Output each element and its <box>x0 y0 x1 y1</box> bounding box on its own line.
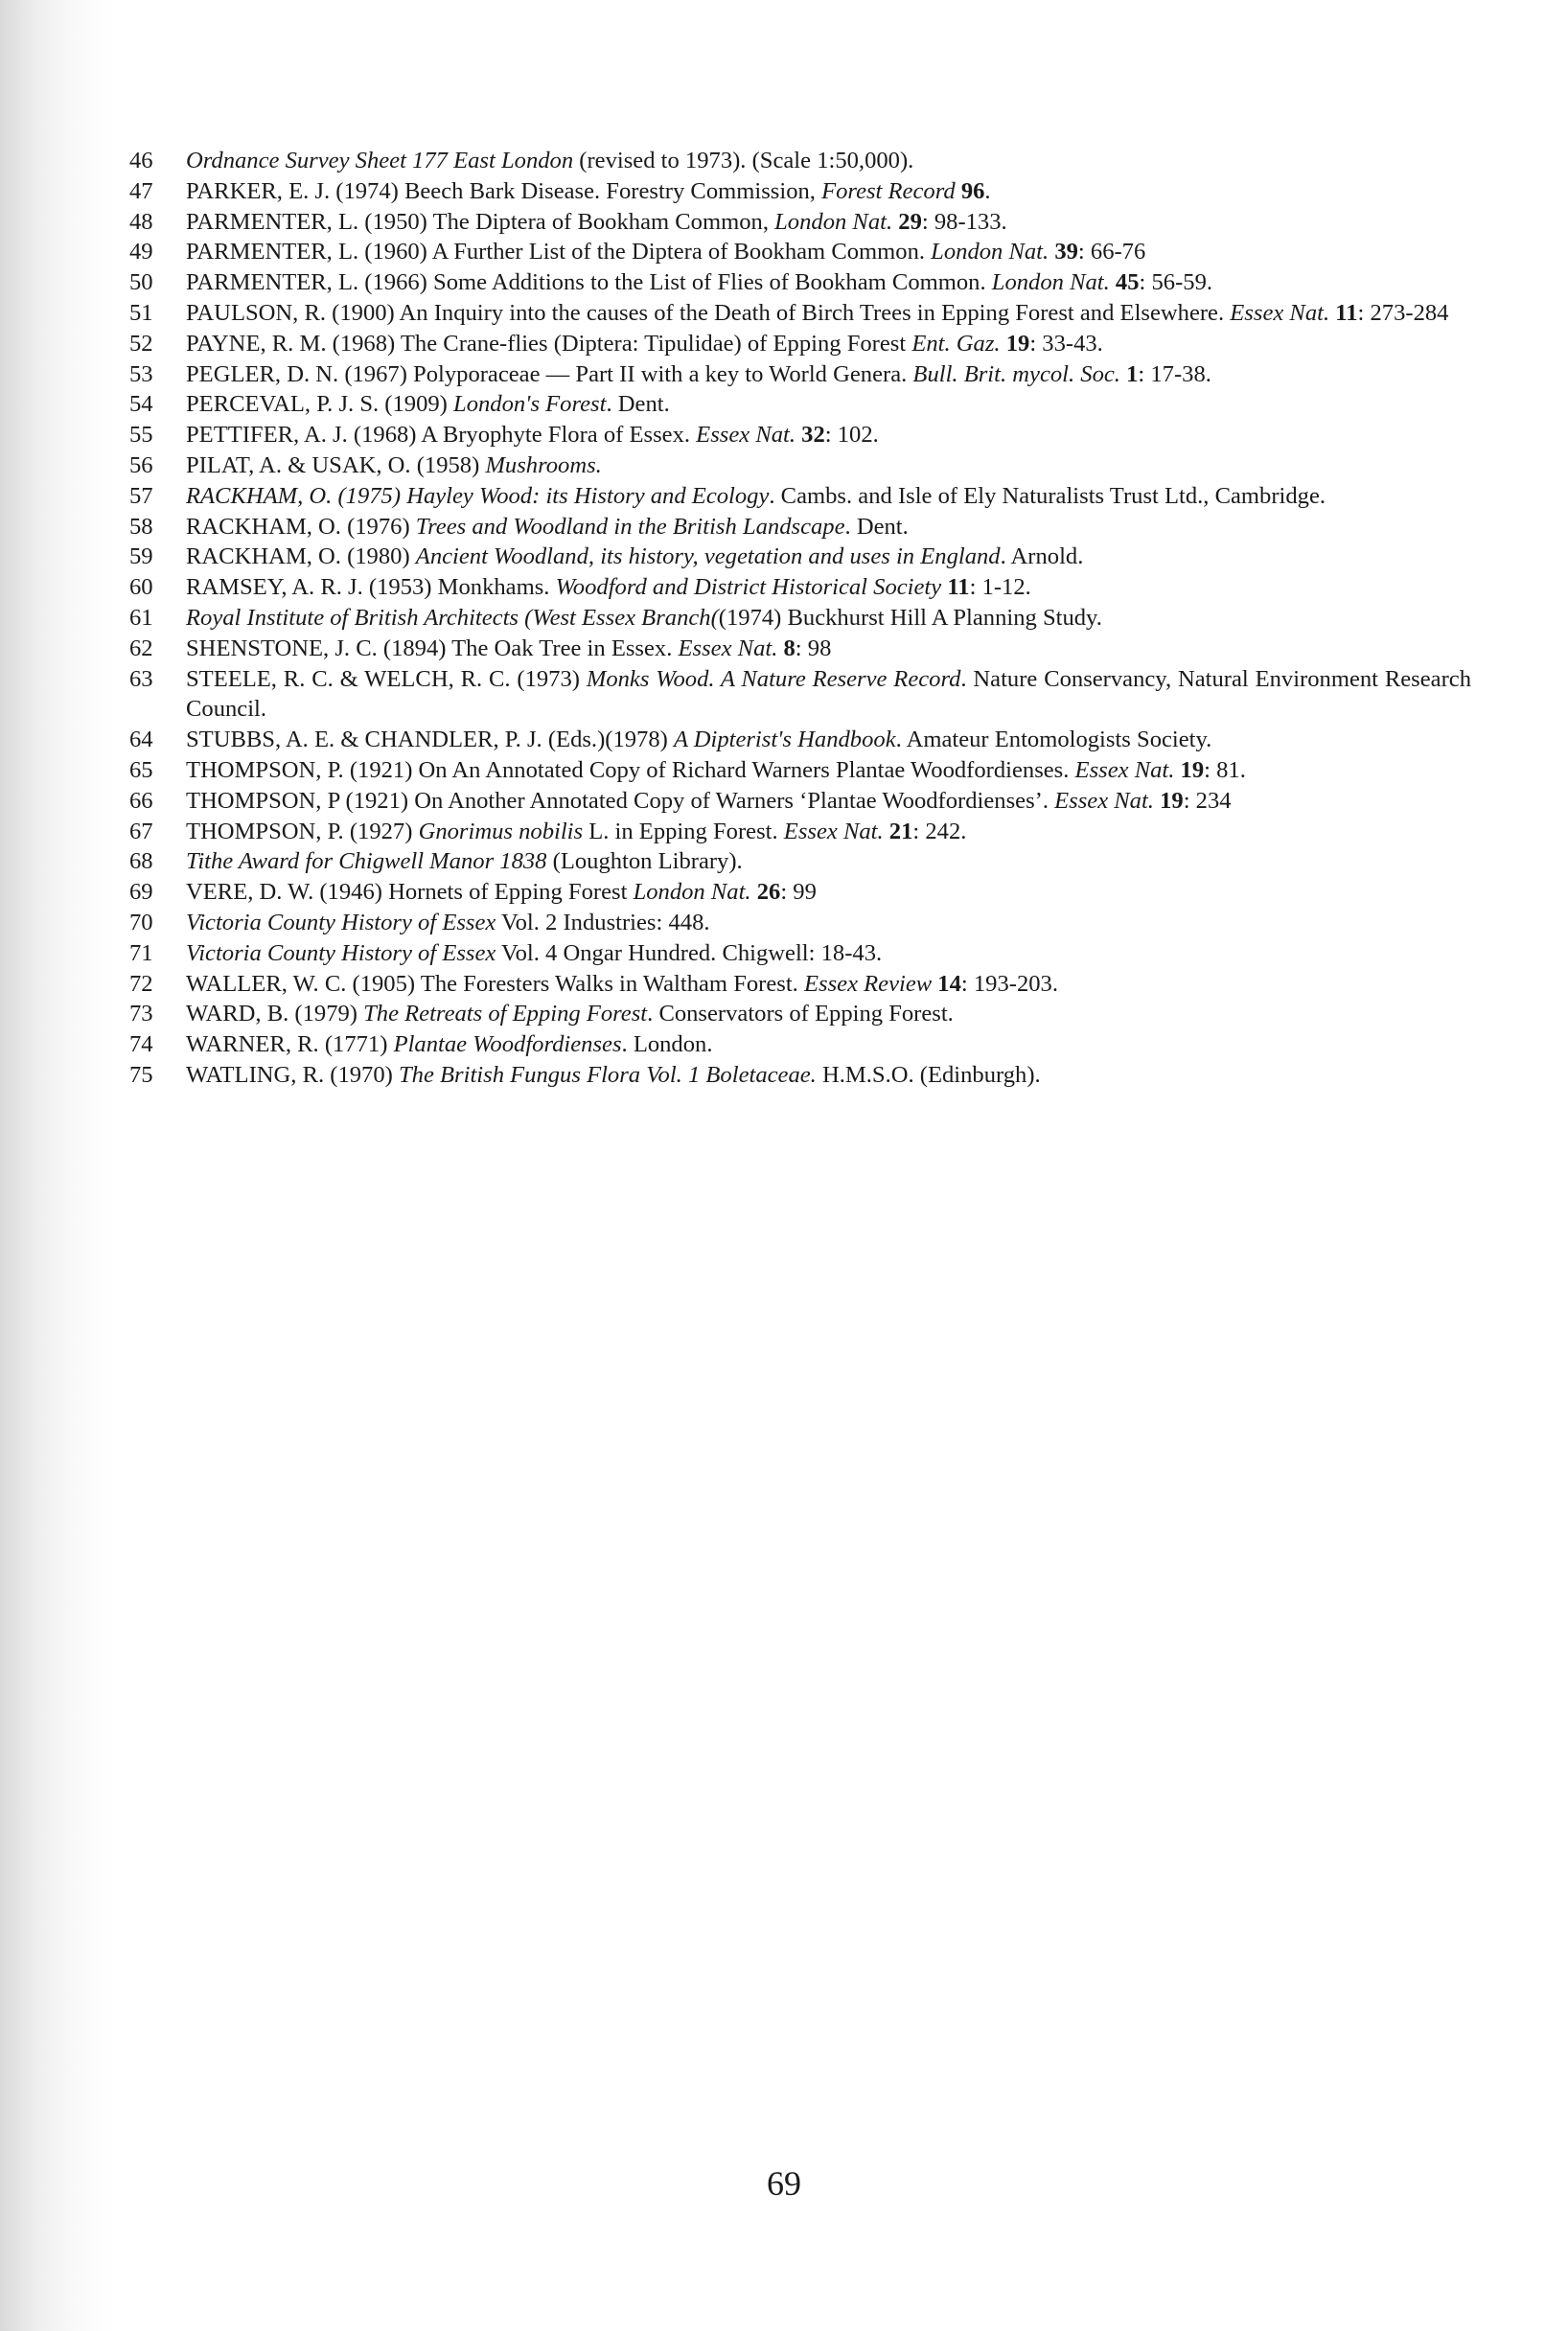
reference-text: PERCEVAL, P. J. S. (1909) London's Forest. Dent. <box>186 391 670 418</box>
reference-entry <box>129 908 1471 938</box>
reference-entry <box>129 1060 1471 1091</box>
reference-number: 48 <box>129 208 153 235</box>
reference-entry <box>129 359 1471 390</box>
reference-entry <box>129 877 1471 908</box>
reference-text: RAMSEY, A. R. J. (1953) Monkhams. Woodford and District Historical Society 11: 1-12. <box>186 574 1031 601</box>
reference-text: Victoria County History of Essex Vol. 4 Ongar Hundred. Chigwell: 18-43. <box>186 939 883 966</box>
reference-text: PAULSON, R. (1900) An Inquiry into the causes of the Death of Birch Trees in Epping Forest and Elsewhere. Essex Nat. 11: 273-284 <box>186 299 1449 326</box>
reference-entry <box>129 146 1471 176</box>
reference-text: STUBBS, A. E. & CHANDLER, P. J. (Eds.)(1978) A Dipterist's Handbook. Amateur Entomologists Society. <box>186 727 1212 753</box>
reference-number: 69 <box>129 879 153 906</box>
reference-entry <box>129 786 1471 817</box>
reference-entry <box>129 572 1471 603</box>
reference-entry <box>129 450 1471 481</box>
reference-text: PETTIFER, A. J. (1968) A Bryophyte Flora of Essex. Essex Nat. 32: 102. <box>186 422 879 449</box>
reference-text: WALLER, W. C. (1905) The Foresters Walks in Waltham Forest. Essex Review 14: 193-203. <box>186 970 1058 997</box>
reference-entry <box>129 817 1471 847</box>
reference-text: VERE, D. W. (1946) Hornets of Epping Forest London Nat. 26: 99 <box>186 879 817 906</box>
reference-text: Royal Institute of British Architects (West Essex Branch((1974) Buckhurst Hill A Planning Study. <box>186 604 1102 631</box>
reference-text: Tithe Award for Chigwell Manor 1838 (Loughton Library). <box>186 848 743 875</box>
reference-number: 74 <box>129 1031 153 1058</box>
reference-entry <box>129 938 1471 969</box>
reference-number: 73 <box>129 1001 153 1027</box>
reference-entry <box>129 969 1471 1000</box>
reference-text: WATLING, R. (1970) The British Fungus Flora Vol. 1 Boletaceae. H.M.S.O. (Edinburgh). <box>186 1061 1041 1088</box>
reference-number: 68 <box>129 848 153 875</box>
reference-text: THOMPSON, P. (1921) On An Annotated Copy of Richard Warners Plantae Woodfordienses. Essex Nat. 19: 81. <box>186 756 1246 783</box>
reference-number: 75 <box>129 1061 153 1088</box>
reference-entry <box>129 755 1471 786</box>
reference-number: 70 <box>129 909 153 935</box>
reference-text: Victoria County History of Essex Vol. 2 Industries: 448. <box>186 909 710 935</box>
reference-number: 52 <box>129 330 153 357</box>
page-number: 69 <box>767 2164 801 2203</box>
reference-text: PARMENTER, L. (1960) A Further List of the Diptera of Bookham Common. London Nat. 39: 66-76 <box>186 239 1146 265</box>
reference-text: SHENSTONE, J. C. (1894) The Oak Tree in Essex. Essex Nat. 8: 98 <box>186 635 832 661</box>
reference-number: 57 <box>129 482 153 509</box>
reference-entry <box>129 298 1471 329</box>
reference-text: RACKHAM, O. (1976) Trees and Woodland in the British Landscape. Dent. <box>186 513 909 540</box>
reference-text: RACKHAM, O. (1975) Hayley Wood: its History and Ecology. Cambs. and Isle of Ely Naturalists Trust Ltd., Cambridge. <box>186 482 1326 509</box>
reference-number: 72 <box>129 970 153 997</box>
reference-list <box>129 146 1471 1091</box>
reference-entry <box>129 725 1471 755</box>
reference-number: 47 <box>129 177 153 204</box>
reference-number: 65 <box>129 756 153 783</box>
reference-text: WARD, B. (1979) The Retreats of Epping Forest. Conservators of Epping Forest. <box>186 1001 954 1027</box>
reference-entry <box>129 542 1471 572</box>
reference-number: 67 <box>129 818 153 844</box>
page-gutter-shadow <box>0 0 115 2331</box>
reference-entry <box>129 999 1471 1029</box>
reference-number: 71 <box>129 939 153 966</box>
reference-entry <box>129 389 1471 420</box>
reference-text: PEGLER, D. N. (1967) Polyporaceae — Part II with a key to World Genera. Bull. Brit. mycol. Soc. 1: 17-38. <box>186 360 1211 387</box>
reference-entry <box>129 512 1471 542</box>
reference-number: 55 <box>129 422 153 449</box>
reference-entry <box>129 846 1471 877</box>
reference-text: THOMPSON, P (1921) On Another Annotated Copy of Warners ‘Plantae Woodfordienses’. Essex Nat. 19: 234 <box>186 787 1232 814</box>
reference-entry <box>129 603 1471 634</box>
reference-text: PARKER, E. J. (1974) Beech Bark Disease. Forestry Commission, Forest Record 96. <box>186 177 991 204</box>
reference-text: PAYNE, R. M. (1968) The Crane-flies (Diptera: Tipulidae) of Epping Forest Ent. Gaz. 19: 33-43. <box>186 330 1103 357</box>
reference-number: 51 <box>129 299 153 326</box>
reference-entry <box>129 634 1471 664</box>
reference-entry <box>129 207 1471 238</box>
reference-text: PARMENTER, L. (1966) Some Additions to the List of Flies of Bookham Common. London Nat. 45: 56-59. <box>186 269 1213 296</box>
reference-number: 63 <box>129 665 153 692</box>
reference-entry <box>129 420 1471 450</box>
reference-number: 49 <box>129 239 153 265</box>
reference-number: 53 <box>129 360 153 387</box>
reference-number: 56 <box>129 451 153 478</box>
reference-entry <box>129 329 1471 359</box>
reference-number: 50 <box>129 269 153 296</box>
reference-text: THOMPSON, P. (1927) Gnorimus nobilis L. in Epping Forest. Essex Nat. 21: 242. <box>186 818 967 844</box>
reference-entry <box>129 1029 1471 1060</box>
reference-number: 58 <box>129 513 153 540</box>
reference-text: RACKHAM, O. (1980) Ancient Woodland, its history, vegetation and uses in England. Arnold. <box>186 543 1084 570</box>
reference-number: 62 <box>129 635 153 661</box>
reference-number: 46 <box>129 148 153 173</box>
reference-number: 64 <box>129 727 153 753</box>
reference-entry <box>129 664 1471 726</box>
reference-text: PILAT, A. & USAK, O. (1958) Mushrooms. <box>186 451 602 478</box>
reference-text: WARNER, R. (1771) Plantae Woodfordienses. London. <box>186 1031 713 1058</box>
reference-number: 54 <box>129 391 153 418</box>
reference-text: STEELE, R. C. & WELCH, R. C. (1973) Monks Wood. A Nature Reserve Record. Nature Conservancy, Natural Environment Research Council. <box>186 665 1471 723</box>
reference-number: 60 <box>129 574 153 601</box>
reference-entry <box>129 267 1471 298</box>
reference-entry <box>129 176 1471 207</box>
reference-text: PARMENTER, L. (1950) The Diptera of Bookham Common, London Nat. 29: 98-133. <box>186 208 1007 235</box>
reference-number: 59 <box>129 543 153 570</box>
reference-number: 66 <box>129 787 153 814</box>
reference-entry <box>129 237 1471 267</box>
reference-text: Ordnance Survey Sheet 177 East London (revised to 1973). (Scale 1:50,000). <box>186 148 914 173</box>
reference-entry <box>129 481 1471 512</box>
reference-number: 61 <box>129 604 153 631</box>
